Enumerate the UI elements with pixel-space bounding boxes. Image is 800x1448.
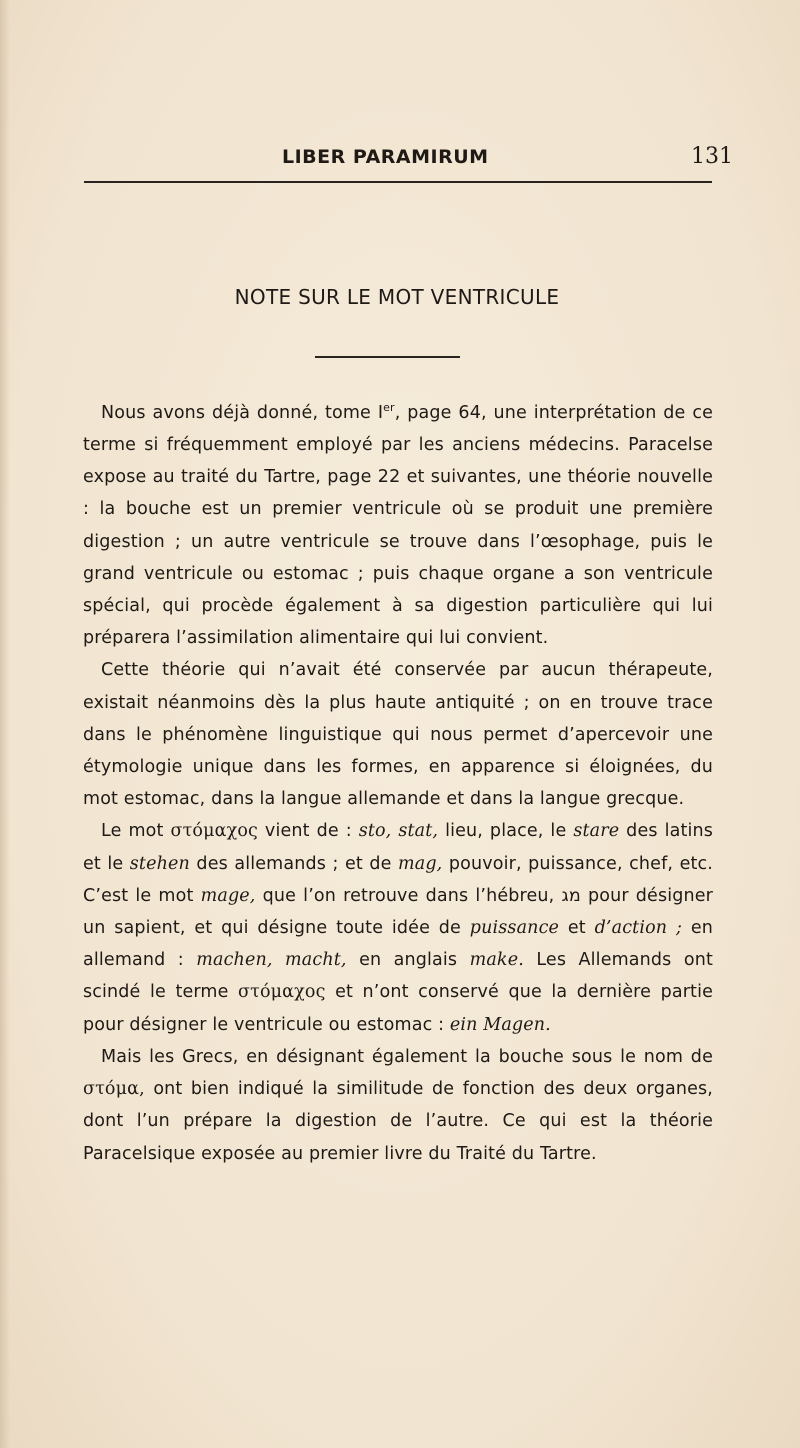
running-header <box>0 146 800 176</box>
title-rule <box>315 356 460 358</box>
paragraph-1: Nous avons déjà donné, tome Ier, page 64, une interprétation de ce terme si fréquemment employé par les anciens médecins. Paracelse expose au traité du Tartre, page 22 et suivantes, une théorie nouvelle : la bouche est un premier ventricule où se produit une première digestion ; un autre ventricule se trouve dans l’œsophage, puis le grand ventricule ou estomac ; puis chaque organe a son ventricule spécial, qui procède également à sa digestion particulière qui lui préparera l’assimilation alimentaire qui lui convient. <box>83 401 714 649</box>
greek-word-stoma: στόμα, <box>83 1079 145 1100</box>
paragraph-2: Cette théorie qui n’avait été conservée par aucun thérapeute, existait néanmoins dès la plus haute antiquité ; on en trouve trace dans le phénomène linguistique qui nous permet d’apercevoir une étymologie unique dans les formes, en apparence si éloignées, du mot estomac, dans la langue allemande et dans la langue grecque. <box>83 660 713 810</box>
body-text <box>83 392 713 1170</box>
paragraph-3: Le mot στόμαχος vient de : sto, stat, lieu, place, le stare des latins et le stehen des allemands ; et de mag, pouvoir, puissance, chef, etc. C’est le mot mage, que l’on retrouve dans l’hébreu, מג pour désigner un sapient, et qui désigne toute idée de puissance et d’action ; en allemand : machen, macht, en anglais make. Les Allemands ont scindé le terme στόμαχος et n’ont conservé que la dernière partie pour désigner le ventricule ou estomac : ein Magen. <box>83 821 714 1035</box>
note-title: NOTE SUR LE MOT VENTRICULE <box>234 285 560 309</box>
header-rule <box>84 181 712 183</box>
hebrew-word: מג <box>561 885 581 906</box>
running-title: LIBER PARAMIRUM <box>282 146 489 168</box>
greek-word-stomachos-2: στόμαχος <box>238 982 326 1003</box>
page-edge-shadow <box>0 0 10 1448</box>
paragraph-4: Mais les Grecs, en désignant également la bouche sous le nom de στόμα, ont bien indiqué la similitude de fonction des deux organes, dont l’un prépare la digestion de l’autre. Ce qui est la théorie Paracelsique exposée au premier livre du Traité du Tartre. <box>83 1046 713 1164</box>
greek-word-stomachos: στόμαχος <box>170 821 258 842</box>
page-number: 131 <box>691 144 733 169</box>
